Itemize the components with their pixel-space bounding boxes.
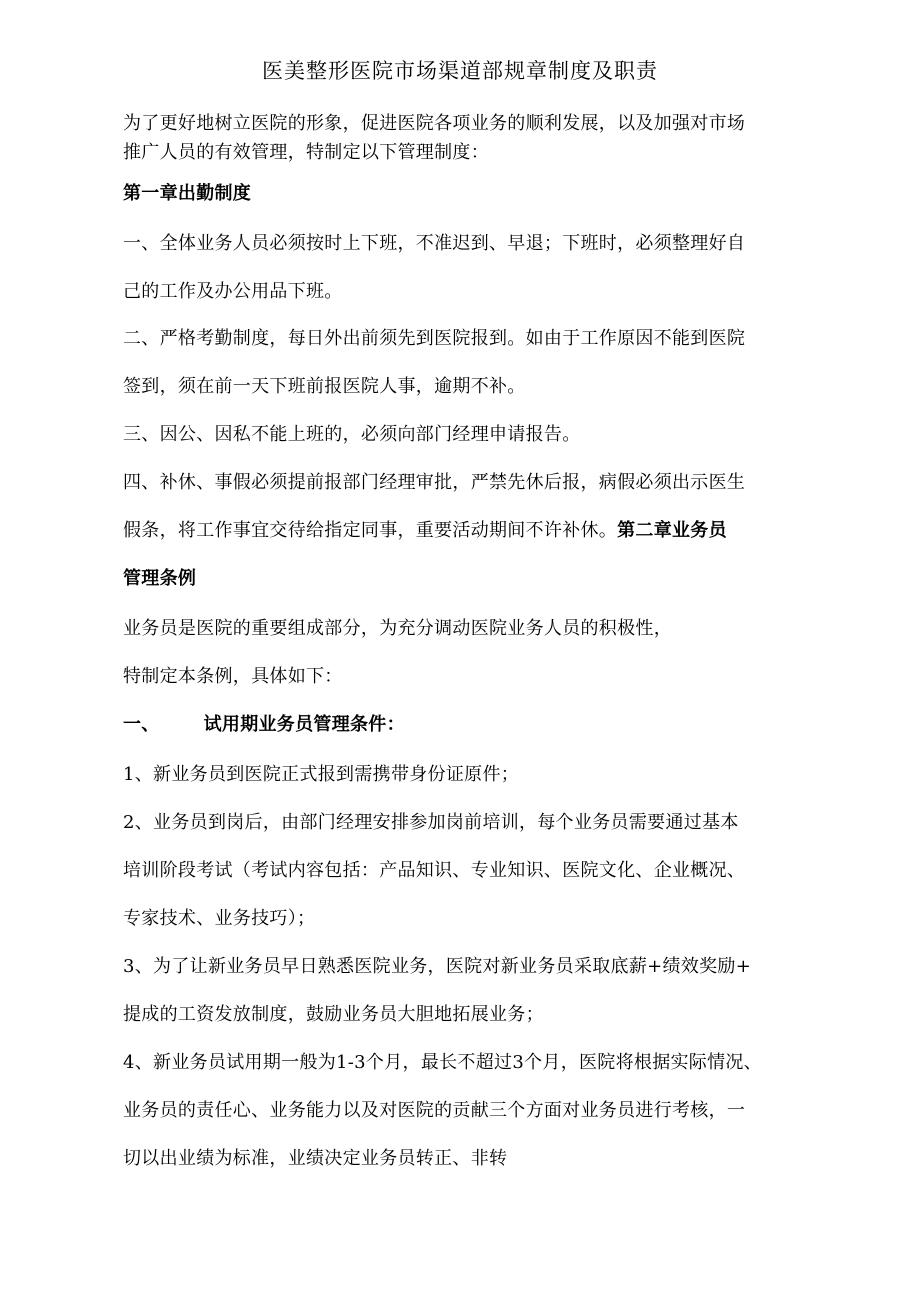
section1-number: 一、 [123, 714, 160, 735]
item-line-7: 4、新业务员试用期一般为1-3个月，最长不超过3个月，医院将根据实际情况、 [123, 1052, 762, 1073]
chapter1-line-7: 假条，将工作事宜交待给指定同事，重要活动期间不许补休。 [123, 520, 618, 541]
item-line-4: 专家技术、业务技巧）； [123, 908, 316, 929]
chapter1-line-2: 己的工作及办公用品下班。 [123, 281, 343, 302]
chapter1-line-1: 一、全体业务人员必须按时上下班，不准迟到、早退；下班时，必须整理好自 [123, 233, 746, 254]
item-line-3: 培训阶段考试（考试内容包括：产品知识、专业知识、医院文化、企业概况、 [123, 860, 746, 881]
chapter2-intro-line-1: 业务员是医院的重要组成部分，为充分调动医院业务人员的积极性， [123, 618, 672, 639]
item-line-2: 2、业务员到岗后，由部门经理安排参加岗前培训，每个业务员需要通过基本 [123, 812, 739, 833]
item-line-8: 业务员的责任心、业务能力以及对医院的贡献三个方面对业务员进行考核，一 [123, 1100, 746, 1121]
section1-heading: 试用期业务员管理条件： [203, 714, 405, 735]
chapter1-line-3: 二、严格考勤制度，每日外出前须先到医院报到。如由于工作原因不能到医院 [123, 328, 746, 349]
section1-heading-row [123, 713, 405, 737]
chapter2-intro-line-2: 特制定本条例，具体如下： [123, 666, 343, 687]
chapter2-heading-part2: 管理条例 [123, 568, 197, 589]
chapter1-line-4: 签到，须在前一天下班前报医院人事，逾期不补。 [123, 376, 526, 397]
document-title: 医美整形医院市场渠道部规章制度及职责 [262, 59, 658, 83]
intro-line-2: 推广人员的有效管理，特制定以下管理制度： [123, 142, 489, 163]
chapter1-line-7-row [123, 519, 727, 543]
chapter1-line-5: 三、因公、因私不能上班的，必须向部门经理申请报告。 [123, 424, 581, 445]
chapter1-heading: 第一章出勤制度 [123, 183, 252, 204]
item-line-6: 提成的工资发放制度，鼓励业务员大胆地拓展业务； [123, 1004, 544, 1025]
intro-line-1: 为了更好地树立医院的形象，促进医院各项业务的顺利发展，以及加强对市场 [123, 113, 746, 134]
item-line-1: 1、新业务员到医院正式报到需携带身份证原件； [123, 764, 520, 785]
item-line-5: 3、为了让新业务员早日熟悉医院业务，医院对新业务员采取底薪+绩效奖励+ [123, 956, 752, 977]
chapter1-line-6: 四、补休、事假必须提前报部门经理审批，严禁先休后报，病假必须出示医生 [123, 472, 746, 493]
chapter2-heading-part1: 第二章业务员 [617, 520, 727, 541]
item-line-9: 切以出业绩为标准，业绩决定业务员转正、非转 [123, 1148, 508, 1169]
